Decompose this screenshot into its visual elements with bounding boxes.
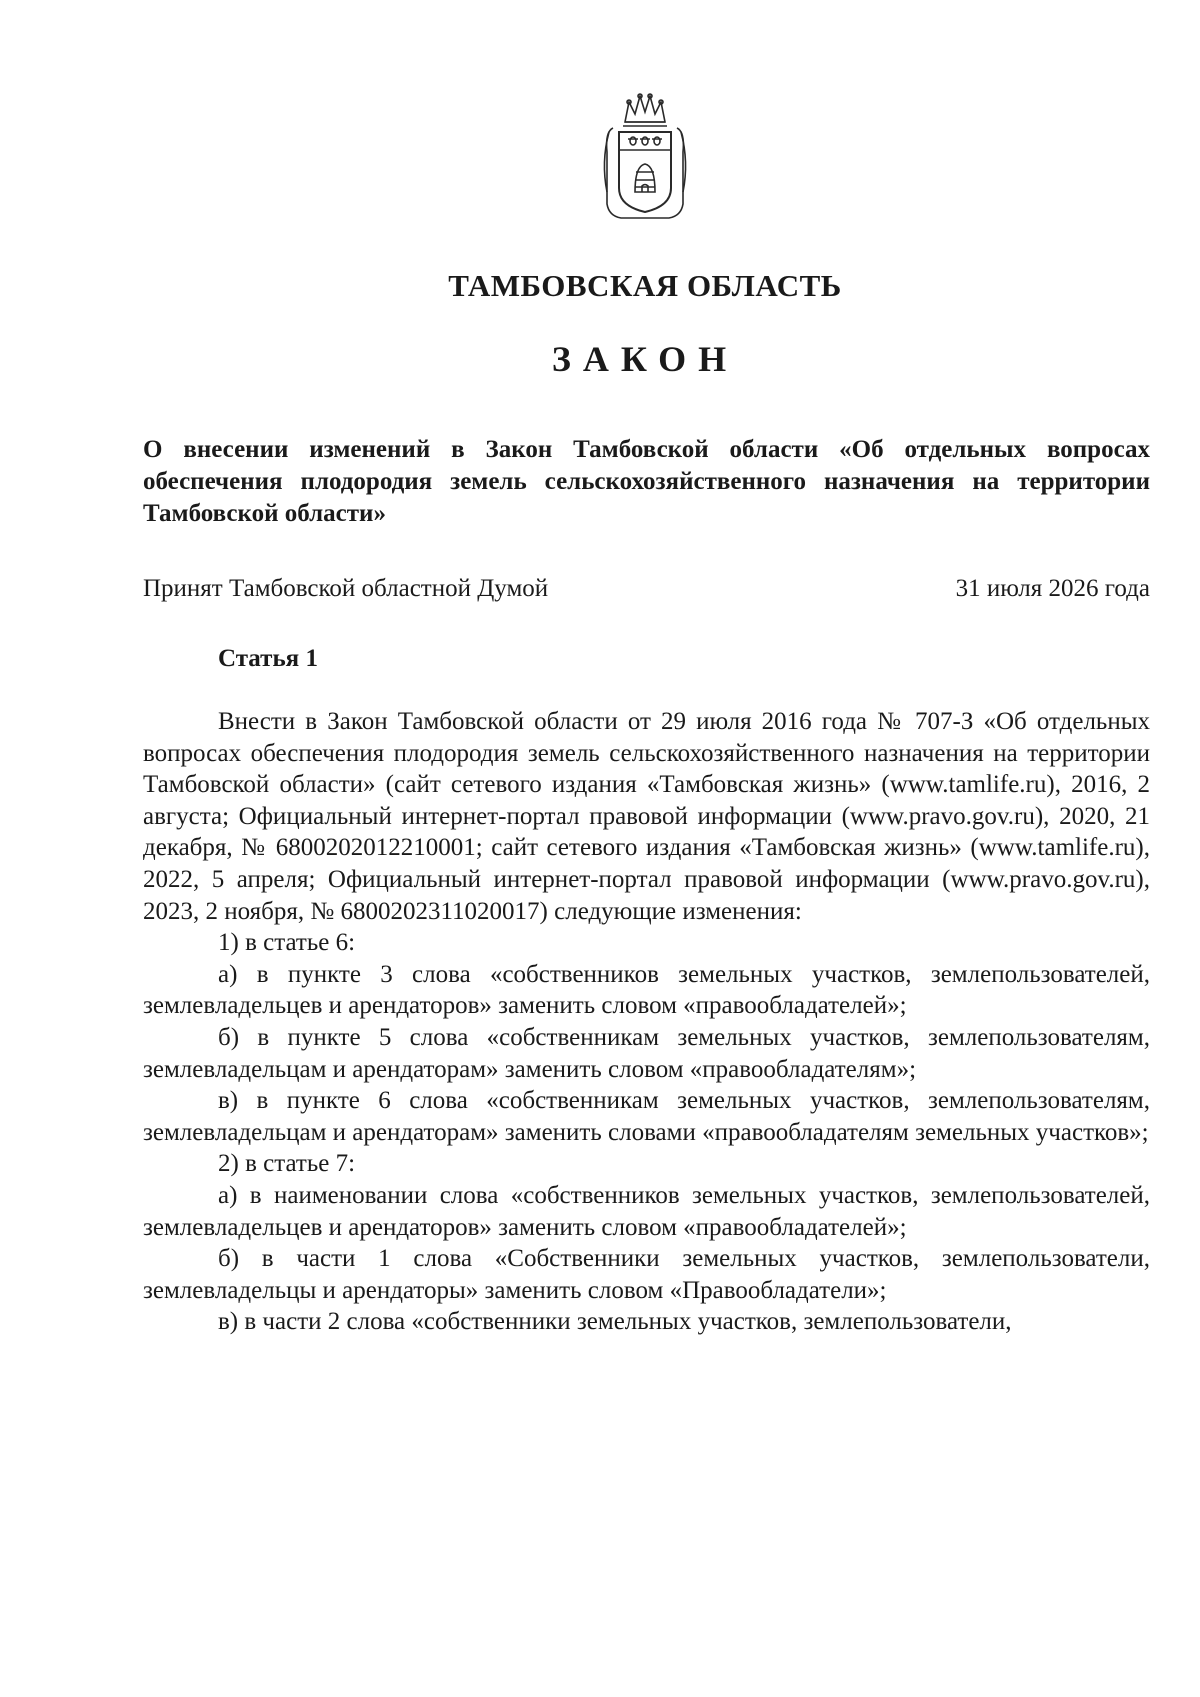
paragraph: б) в пункте 5 слова «собственникам земельных участков, землепользователям, землевладельцам и арендаторам» заменить словом «правообладателям»; [143, 1023, 1150, 1083]
paragraph: Внести в Закон Тамбовской области от 29 июля 2016 года № 707-З «Об отдельных вопросах обеспечения плодородия земель сельскохозяйственного назначения на территории Тамбовской области» (сайт сетевого издания «Тамбовская жизнь» (www.tamlife.ru), 2016, 2 августа; Официальный интернет-портал правовой информации (www.pravo.gov.ru), 2020, 21 декабря, № 6800202012210001; сайт сетевого издания «Тамбовская жизнь» (www.tamlife.ru), 2022, 5 апреля; Официальный интернет-портал правовой информации (www.pravo.gov.ru), 2023, 2 ноября, № 6800202311020017) следующие изменения: [143, 708, 1150, 925]
paragraph: а) в наименовании слова «собственников земельных участков, землепользователей, землевладельцев и арендаторов» заменить словом «правообладателей»; [143, 1181, 1150, 1241]
law-title: О внесении изменений в Закон Тамбовской области «Об отдельных вопросах обеспечения плодородия земель сельскохозяйственного назначения на территории Тамбовской области» [143, 436, 1150, 527]
adopted-by: Принят Тамбовской областной Думой [143, 575, 549, 602]
paragraph: б) в части 1 слова «Собственники земельных участков, землепользователи, землевладельцы и арендаторы» заменить словом «Правообладатели»; [143, 1245, 1150, 1304]
coat-of-arms-icon [595, 92, 695, 224]
paragraph: в) в пункте 6 слова «собственникам земельных участков, землепользователям, землевладельцам и арендаторам» заменить словами «правообладателям земельных участков»; [143, 1087, 1150, 1146]
paragraph: 2) в статье 7: [218, 1150, 356, 1178]
paragraph: а) в пункте 3 слова «собственников земельных участков, землепользователей, землевладельцев и арендаторов» заменить словом «правообладателей»; [143, 960, 1150, 1020]
article-body [143, 706, 1150, 1338]
paragraph: в) в части 2 слова «собственники земельных участков, землепользователи, [218, 1308, 1012, 1336]
paragraph: 1) в статье 6: [218, 929, 356, 957]
article-heading: Статья 1 [218, 645, 318, 672]
region-name: ТАМБОВСКАЯ ОБЛАСТЬ [448, 268, 842, 303]
adoption-date: 31 июля 2026 года [955, 575, 1150, 602]
adoption-line [143, 575, 1150, 603]
document-type: ЗАКОН [551, 339, 739, 379]
